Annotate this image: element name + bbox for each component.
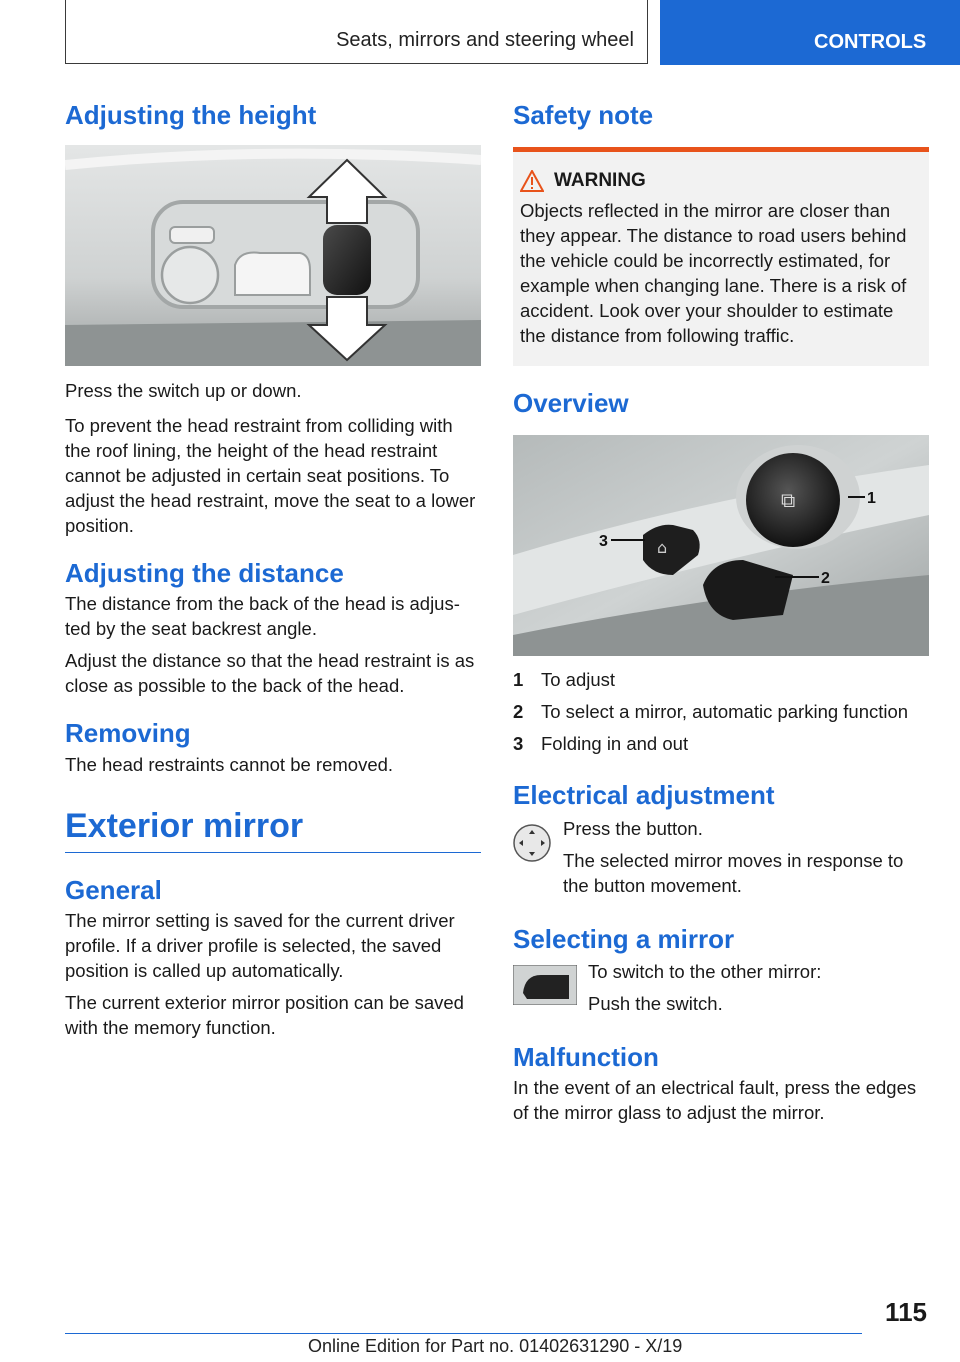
heading-exterior-mirror: Exterior mirror xyxy=(65,807,481,853)
callout-3: 3 xyxy=(599,533,608,551)
legend-text: To adjust xyxy=(541,669,616,691)
paragraph-prevent-collision: To prevent the head restraint from colliding with the roof lining, the height of the head restraint cannot be adjusted in certain seat positions. To adjust the head restraint, move the seat to a lower position. xyxy=(65,415,476,537)
heading-malfunction: Malfunction xyxy=(513,1041,659,1072)
electrical-adjustment-block xyxy=(513,816,929,898)
paragraph-distance-1: The distance from the back of the head is adjus-ted by the seat backrest angle. xyxy=(65,593,460,640)
paragraph-mirror-moves: The selected mirror moves in response to the button movement. xyxy=(563,849,904,896)
warning-text: Objects reflected in the mirror are closer than they appear. The distance to road users behind the vehicle could be incorrectly estimated, for example when changing lane. There is a risk of accident. Look over your shoulder to estimate the distance from following traffic. xyxy=(520,200,907,347)
heading-adjusting-height: Adjusting the height xyxy=(65,100,317,130)
running-header-section xyxy=(65,0,648,64)
paragraph-general-2: The current exterior mirror position can be saved with the memory function. xyxy=(65,991,464,1038)
warning-triangle-icon xyxy=(520,170,544,192)
selecting-mirror-block xyxy=(513,959,929,1016)
mirror-controls-image xyxy=(513,435,929,656)
mirror-select-switch-icon xyxy=(513,965,577,1005)
chapter-title: CONTROLS xyxy=(814,31,927,53)
footer-edition: Online Edition for Part no. 01402631290 - X/19 xyxy=(308,1336,683,1356)
svg-text:⌂: ⌂ xyxy=(657,538,668,558)
page-number: 115 xyxy=(885,1297,927,1327)
heading-selecting-mirror: Selecting a mirror xyxy=(513,923,735,954)
paragraph-switch-to: To switch to the other mirror: xyxy=(588,960,822,982)
heading-adjusting-distance: Adjusting the distance xyxy=(65,558,344,589)
callout-2: 2 xyxy=(821,570,830,588)
warning-box xyxy=(513,147,929,366)
legend-number: 1 xyxy=(513,669,524,691)
paragraph-distance-2: Adjust the distance so that the head restraint is as close as possible to the back of the head. xyxy=(65,650,475,697)
left-column xyxy=(65,100,481,1040)
heading-electrical-adjustment: Electrical adjustment xyxy=(513,780,775,811)
paragraph-press-switch: Press the switch up or down. xyxy=(65,380,302,402)
legend-item xyxy=(513,664,929,696)
heading-removing: Removing xyxy=(65,718,191,749)
paragraph-push-switch: Push the switch. xyxy=(588,992,723,1014)
heading-safety-note: Safety note xyxy=(513,100,654,130)
warning-header xyxy=(520,170,921,192)
legend-item xyxy=(513,696,929,728)
callout-1: 1 xyxy=(867,490,876,508)
legend-number: 2 xyxy=(513,701,524,723)
legend-text: Folding in and out xyxy=(541,733,689,755)
paragraph-malfunction: In the event of an electrical fault, press the edges of the mirror glass to adjust the mirror. xyxy=(513,1076,917,1123)
legend-number: 3 xyxy=(513,733,524,755)
heading-overview: Overview xyxy=(513,388,629,419)
mirror-dial-icon xyxy=(513,824,551,862)
section-title: Seats, mirrors and steering wheel xyxy=(336,29,634,51)
legend-text: To select a mirror, automatic parking function xyxy=(541,701,909,723)
right-column xyxy=(513,100,929,1125)
footer-divider xyxy=(65,1333,862,1334)
paragraph-removing: The head restraints cannot be removed. xyxy=(65,753,394,775)
svg-text:⧉: ⧉ xyxy=(781,488,796,513)
warning-title: WARNING xyxy=(554,170,646,192)
legend-item xyxy=(513,728,929,760)
legend-list xyxy=(513,664,929,760)
heading-general: General xyxy=(65,874,162,905)
chapter-tab[interactable] xyxy=(660,0,960,65)
head-restraint-switch-image xyxy=(65,145,481,366)
paragraph-general-1: The mirror setting is saved for the current driver profile. If a driver profile is selected, the saved position is called up automatically. xyxy=(65,909,455,981)
paragraph-press-button: Press the button. xyxy=(563,817,703,839)
